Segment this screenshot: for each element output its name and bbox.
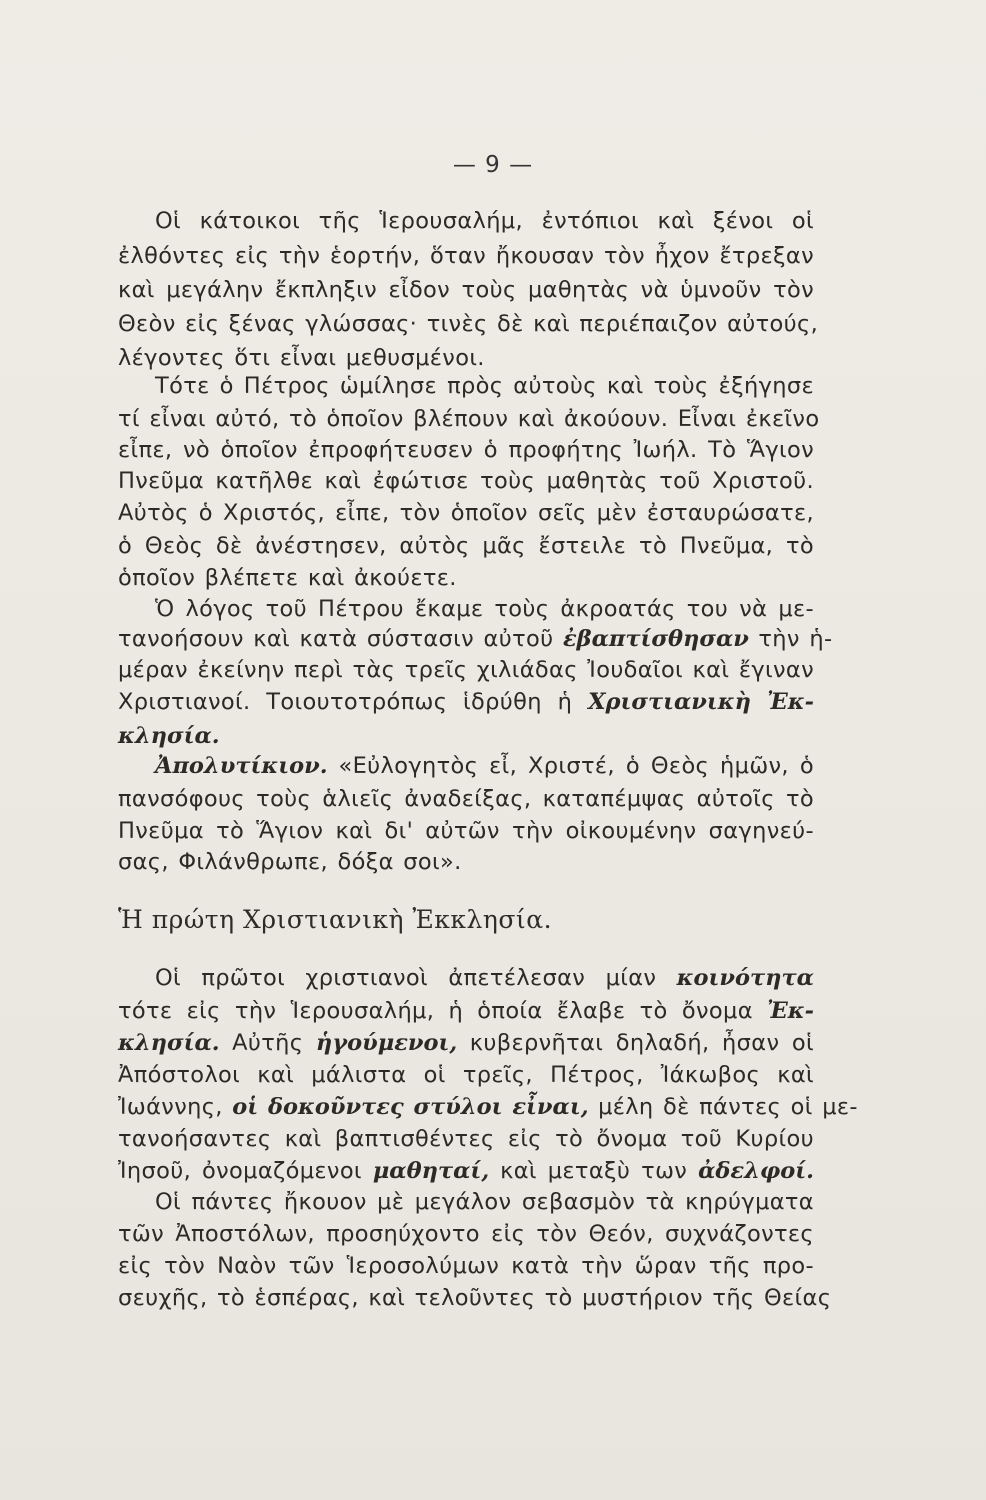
text-line: Τότε ὁ Πέτρος ὡμίλησε πρὸς αὐτοὺς καὶ τοὺς ἐξήγησε — [155, 373, 814, 399]
section-heading: Ἡ πρώτη Χριστιανικὴ Ἐκκλησία. — [118, 905, 553, 934]
text-line: Οἱ πάντες ἤκουον μὲ μεγάλον σεβασμὸν τὰ κηρύγματα — [155, 1189, 814, 1215]
text-line: εἶπε, νὸ ὁποῖον ἐπροφήτευσεν ὁ προφήτης Ἰωήλ. Τὸ Ἅγιον — [118, 437, 814, 463]
text-line — [118, 1091, 858, 1124]
text-line: ὁ Θεὸς δὲ ἀνέστησεν, αὐτὸς μᾶς ἔστειλε τὸ Πνεῦμα, τὸ — [118, 533, 814, 559]
bold-italic-term: οἱ δοκοῦντες στύλοι εἶναι, — [232, 1094, 589, 1120]
page-number: — 9 — — [452, 152, 534, 178]
text-line: ἐλθόντες εἰς τὴν ἑορτήν, ὅταν ἤκουσαν τὸν ἦχον ἔτρεξαν — [118, 243, 814, 269]
text-line: μέραν ἐκείνην περὶ τὰς τρεῖς χιλιάδας Ἰουδαῖοι καὶ ἔγιναν — [118, 657, 814, 683]
text-span: μέλη δὲ πάντες οἱ με- — [598, 1094, 858, 1120]
text-span: Ἰησοῦ, ὀνομαζόμενοι — [118, 1158, 362, 1184]
bold-italic-term: ἐβαπτίσθησαν — [562, 626, 749, 652]
text-line — [155, 962, 814, 995]
text-line: εἰς τὸν Ναὸν τῶν Ἱεροσολύμων κατὰ τὴν ὥραν τῆς προ- — [118, 1253, 814, 1279]
bold-italic-term: κοινότητα — [676, 965, 814, 991]
bold-italic-term: ἀδελφοί. — [698, 1158, 814, 1184]
text-line: λέγοντες ὅτι εἶναι μεθυσμένοι. — [118, 345, 485, 371]
text-line: Οἱ κάτοικοι τῆς Ἱερουσαλήμ, ἐντόπιοι καὶ ξένοι οἱ — [155, 208, 814, 234]
bold-italic-term: ἡγούμενοι, — [315, 1030, 458, 1056]
text-line: ὁποῖον βλέπετε καὶ ἀκούετε. — [118, 565, 457, 591]
text-span: τὴν ἡ- — [758, 626, 833, 652]
bold-italic-term: Χριστιανικὴ Ἐκ- — [588, 689, 814, 715]
text-span: Χριστιανοί. Τοιουτοτρόπως ἱδρύθη ἡ — [118, 689, 573, 715]
text-line: κλησία. — [118, 723, 220, 749]
text-line: Πνεῦμα κατῆλθε καὶ ἐφώτισε τοὺς μαθητὰς τοῦ Χριστοῦ. — [118, 468, 814, 494]
bold-italic-term: Ἀπολυτίκιον. — [155, 753, 328, 779]
text-span: Ἰωάννης, — [118, 1094, 223, 1120]
text-line: σευχῆς, τὸ ἑσπέρας, καὶ τελοῦντες τὸ μυστήριον τῆς Θείας — [118, 1285, 832, 1311]
text-line: Ἀπόστολοι καὶ μάλιστα οἱ τρεῖς, Πέτρος, Ἰάκωβος καὶ — [118, 1062, 814, 1088]
bold-italic-term: μαθηταί, — [372, 1158, 490, 1184]
text-line: τί εἶναι αὐτό, τὸ ὁποῖον βλέπουν καὶ ἀκούουν. Εἶναι ἐκεῖνο — [118, 406, 820, 432]
text-line: Ὁ λόγος τοῦ Πέτρου ἔκαμε τοὺς ἀκροατάς του νὰ με- — [155, 596, 814, 622]
text-line: τῶν Ἀποστόλων, προσηύχοντο εἰς τὸν Θεόν, συχνάζοντες — [118, 1221, 814, 1247]
text-span: κυβερνῆται δηλαδή, ἦσαν οἱ — [469, 1030, 814, 1056]
text-line — [155, 750, 814, 783]
text-line — [118, 1027, 814, 1060]
text-span: Οἱ πρῶτοι χριστιανοὶ ἀπετέλεσαν μίαν — [155, 965, 657, 991]
text-line: πανσόφους τοὺς ἁλιεῖς ἀναδείξας, καταπέμψας αὐτοῖς τὸ — [118, 786, 814, 812]
text-span: Αὐτῆς — [232, 1030, 304, 1056]
text-span: «Εὐλογητὸς εἶ, Χριστέ, ὁ Θεὸς ἡμῶν, ὁ — [338, 753, 814, 779]
text-line: τανοήσαντες καὶ βαπτισθέντες εἰς τὸ ὄνομα τοῦ Κυρίου — [118, 1126, 814, 1152]
text-line — [118, 623, 833, 656]
text-line: καὶ μεγάλην ἔκπληξιν εἶδον τοὺς μαθητὰς νὰ ὑμνοῦν τὸν — [118, 277, 814, 303]
text-line: Αὐτὸς ὁ Χριστός, εἶπε, τὸν ὁποῖον σεῖς μὲν ἐσταυρώσατε, — [118, 500, 814, 526]
bold-italic-term: κλησία. — [118, 1030, 220, 1056]
text-line: Πνεῦμα τὸ Ἅγιον καὶ δι' αὐτῶν τὴν οἰκουμένην σαγηνεύ- — [118, 818, 814, 844]
text-line — [118, 686, 814, 719]
text-line: Θεὸν εἰς ξένας γλώσσας· τινὲς δὲ καὶ περιέπαιζον αὐτούς, — [118, 311, 819, 337]
text-line: σας, Φιλάνθρωπε, δόξα σοι». — [118, 849, 462, 875]
text-line — [118, 1155, 814, 1188]
text-span: τότε εἰς τὴν Ἱερουσαλήμ, ἡ ὁποία ἔλαβε τὸ ὄνομα — [118, 998, 753, 1024]
bold-italic-term: Ἐκ- — [767, 998, 814, 1024]
text-line — [118, 995, 814, 1028]
text-span: καὶ μεταξὺ των — [500, 1158, 688, 1184]
text-span: τανοήσουν καὶ κατὰ σύστασιν αὐτοῦ — [118, 626, 554, 652]
